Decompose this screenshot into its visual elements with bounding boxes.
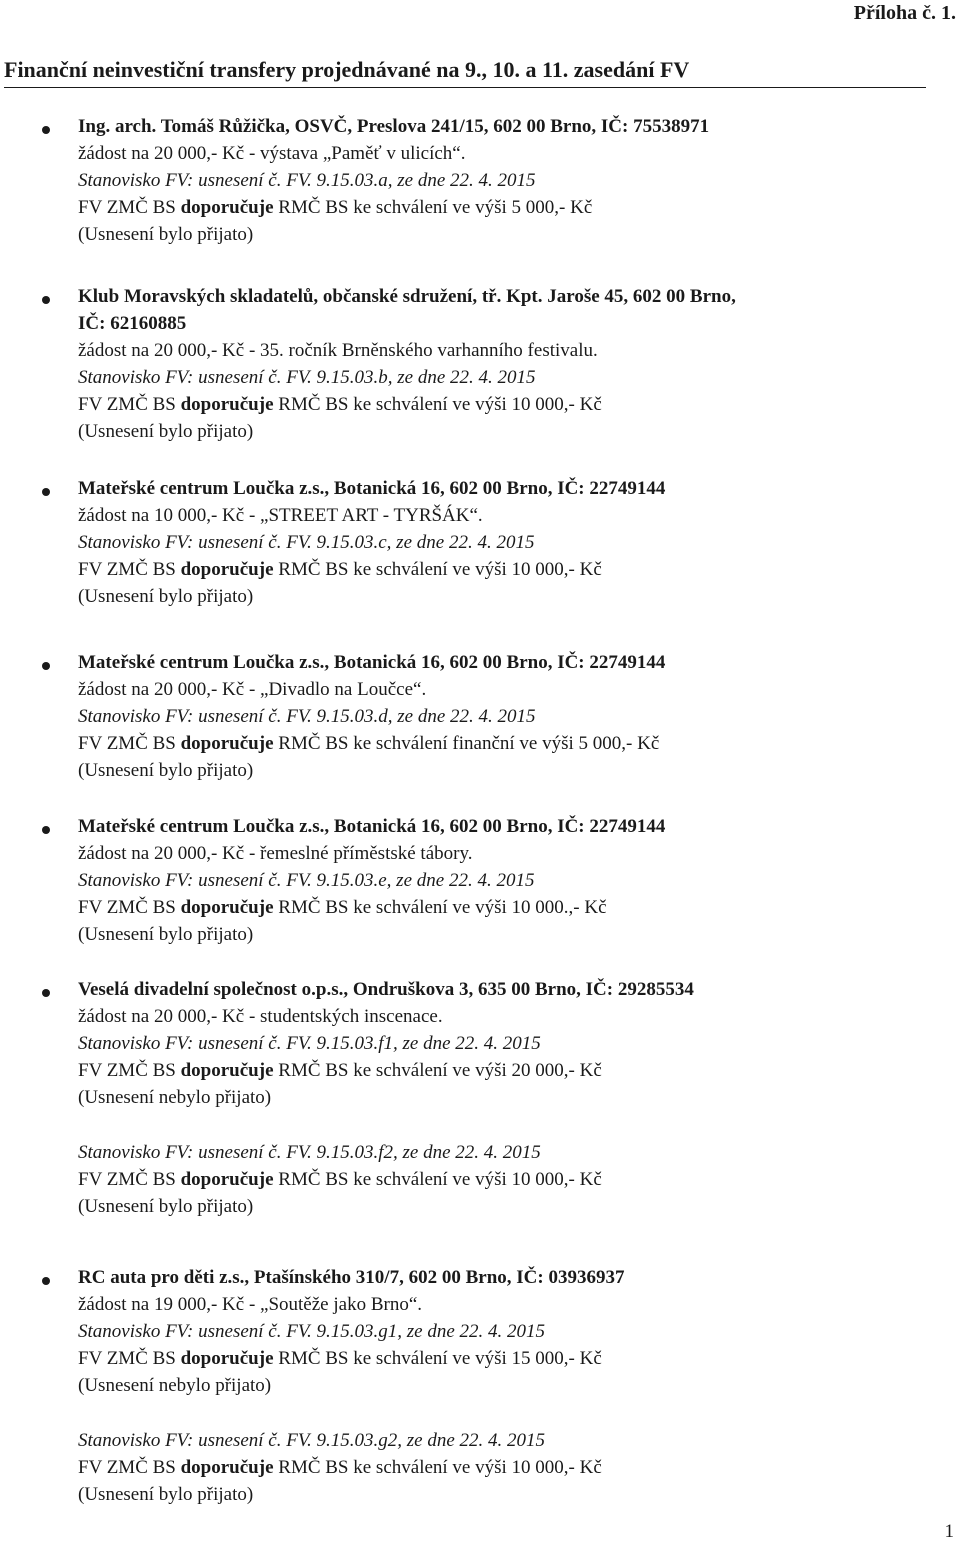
resolution-result: (Usnesení bylo přijato) xyxy=(78,421,254,442)
opinion-reference: Stanovisko FV: usnesení č. FV. 9.15.03.e, ze dne 22. 4. 2015 xyxy=(78,870,535,891)
resolution-result: (Usnesení bylo přijato) xyxy=(78,760,254,781)
request: žádost na 20 000,- Kč - „Divadlo na Loučce“. xyxy=(78,679,427,700)
bullet-icon xyxy=(42,662,50,670)
opinion-reference: Stanovisko FV: usnesení č. FV. 9.15.03.f2, ze dne 22. 4. 2015 xyxy=(78,1142,541,1163)
opinion-reference: Stanovisko FV: usnesení č. FV. 9.15.03.a, ze dne 22. 4. 2015 xyxy=(78,170,536,191)
request: žádost na 20 000,- Kč - výstava „Paměť v ulicích“. xyxy=(78,143,466,164)
applicant: Mateřské centrum Loučka z.s., Botanická 16, 602 00 Brno, IČ: 22749144 xyxy=(78,652,666,673)
recommendation: FV ZMČ BS doporučuje RMČ BS ke schválení ve výši 10 000,- Kč xyxy=(78,1169,602,1190)
opinion-reference: Stanovisko FV: usnesení č. FV. 9.15.03.g2, ze dne 22. 4. 2015 xyxy=(78,1430,546,1451)
recommendation: FV ZMČ BS doporučuje RMČ BS ke schválení ve výši 20 000,- Kč xyxy=(78,1060,602,1081)
opinion-reference: Stanovisko FV: usnesení č. FV. 9.15.03.b, ze dne 22. 4. 2015 xyxy=(78,367,536,388)
transfer-item xyxy=(78,475,938,610)
recommendation: FV ZMČ BS doporučuje RMČ BS ke schválení ve výši 10 000,- Kč xyxy=(78,1457,602,1478)
applicant: Klub Moravských skladatelů, občanské sdružení, tř. Kpt. Jaroše 45, 602 00 Brno, xyxy=(78,286,736,307)
applicant: Mateřské centrum Loučka z.s., Botanická 16, 602 00 Brno, IČ: 22749144 xyxy=(78,478,666,499)
applicant-id: IČ: 62160885 xyxy=(78,313,187,334)
resolution-result: (Usnesení nebylo přijato) xyxy=(78,1087,272,1108)
transfer-item xyxy=(78,813,938,948)
bullet-icon xyxy=(42,989,50,997)
transfer-item xyxy=(78,283,938,445)
request: žádost na 20 000,- Kč - 35. ročník Brněnského varhanního festivalu. xyxy=(78,340,598,361)
annex-label: Příloha č. 1. xyxy=(853,2,956,24)
opinion-reference: Stanovisko FV: usnesení č. FV. 9.15.03.g1, ze dne 22. 4. 2015 xyxy=(78,1321,546,1342)
transfer-item xyxy=(78,1264,938,1508)
resolution-result: (Usnesení bylo přijato) xyxy=(78,1196,254,1217)
bullet-icon xyxy=(42,826,50,834)
request: žádost na 20 000,- Kč - studentských inscenace. xyxy=(78,1006,443,1027)
resolution-result: (Usnesení bylo přijato) xyxy=(78,924,254,945)
applicant: Veselá divadelní společnost o.p.s., Ondruškova 3, 635 00 Brno, IČ: 29285534 xyxy=(78,979,694,1000)
bullet-icon xyxy=(42,488,50,496)
recommendation: FV ZMČ BS doporučuje RMČ BS ke schválení ve výši 10 000,- Kč xyxy=(78,559,602,580)
bullet-icon xyxy=(42,296,50,304)
transfer-item xyxy=(78,113,938,248)
applicant: RC auta pro děti z.s., Ptašínského 310/7, 602 00 Brno, IČ: 03936937 xyxy=(78,1267,625,1288)
page-number: 1 xyxy=(944,1521,954,1542)
bullet-icon xyxy=(42,126,50,134)
recommendation: FV ZMČ BS doporučuje RMČ BS ke schválení ve výši 10 000,- Kč xyxy=(78,394,602,415)
opinion-reference: Stanovisko FV: usnesení č. FV. 9.15.03.f1, ze dne 22. 4. 2015 xyxy=(78,1033,541,1054)
bullet-icon xyxy=(42,1277,50,1285)
resolution-result: (Usnesení bylo přijato) xyxy=(78,586,254,607)
opinion-reference: Stanovisko FV: usnesení č. FV. 9.15.03.c, ze dne 22. 4. 2015 xyxy=(78,532,535,553)
recommendation: FV ZMČ BS doporučuje RMČ BS ke schválení ve výši 15 000,- Kč xyxy=(78,1348,602,1369)
recommendation: FV ZMČ BS doporučuje RMČ BS ke schválení finanční ve výši 5 000,- Kč xyxy=(78,733,660,754)
resolution-result: (Usnesení bylo přijato) xyxy=(78,224,254,245)
resolution-result: (Usnesení nebylo přijato) xyxy=(78,1375,272,1396)
transfer-item xyxy=(78,649,938,784)
recommendation: FV ZMČ BS doporučuje RMČ BS ke schválení ve výši 5 000,- Kč xyxy=(78,197,593,218)
applicant: Mateřské centrum Loučka z.s., Botanická 16, 602 00 Brno, IČ: 22749144 xyxy=(78,816,666,837)
opinion-reference: Stanovisko FV: usnesení č. FV. 9.15.03.d, ze dne 22. 4. 2015 xyxy=(78,706,536,727)
page-title: Finanční neinvestiční transfery projednávané na 9., 10. a 11. zasedání FV xyxy=(4,55,926,88)
applicant: Ing. arch. Tomáš Růžička, OSVČ, Preslova 241/15, 602 00 Brno, IČ: 75538971 xyxy=(78,116,710,137)
request: žádost na 19 000,- Kč - „Soutěže jako Brno“. xyxy=(78,1294,423,1315)
request: žádost na 20 000,- Kč - řemeslné příměstské tábory. xyxy=(78,843,473,864)
request: žádost na 10 000,- Kč - „STREET ART - TYRŠÁK“. xyxy=(78,505,483,526)
recommendation: FV ZMČ BS doporučuje RMČ BS ke schválení ve výši 10 000.,- Kč xyxy=(78,897,607,918)
transfer-item xyxy=(78,976,938,1220)
resolution-result: (Usnesení bylo přijato) xyxy=(78,1484,254,1505)
